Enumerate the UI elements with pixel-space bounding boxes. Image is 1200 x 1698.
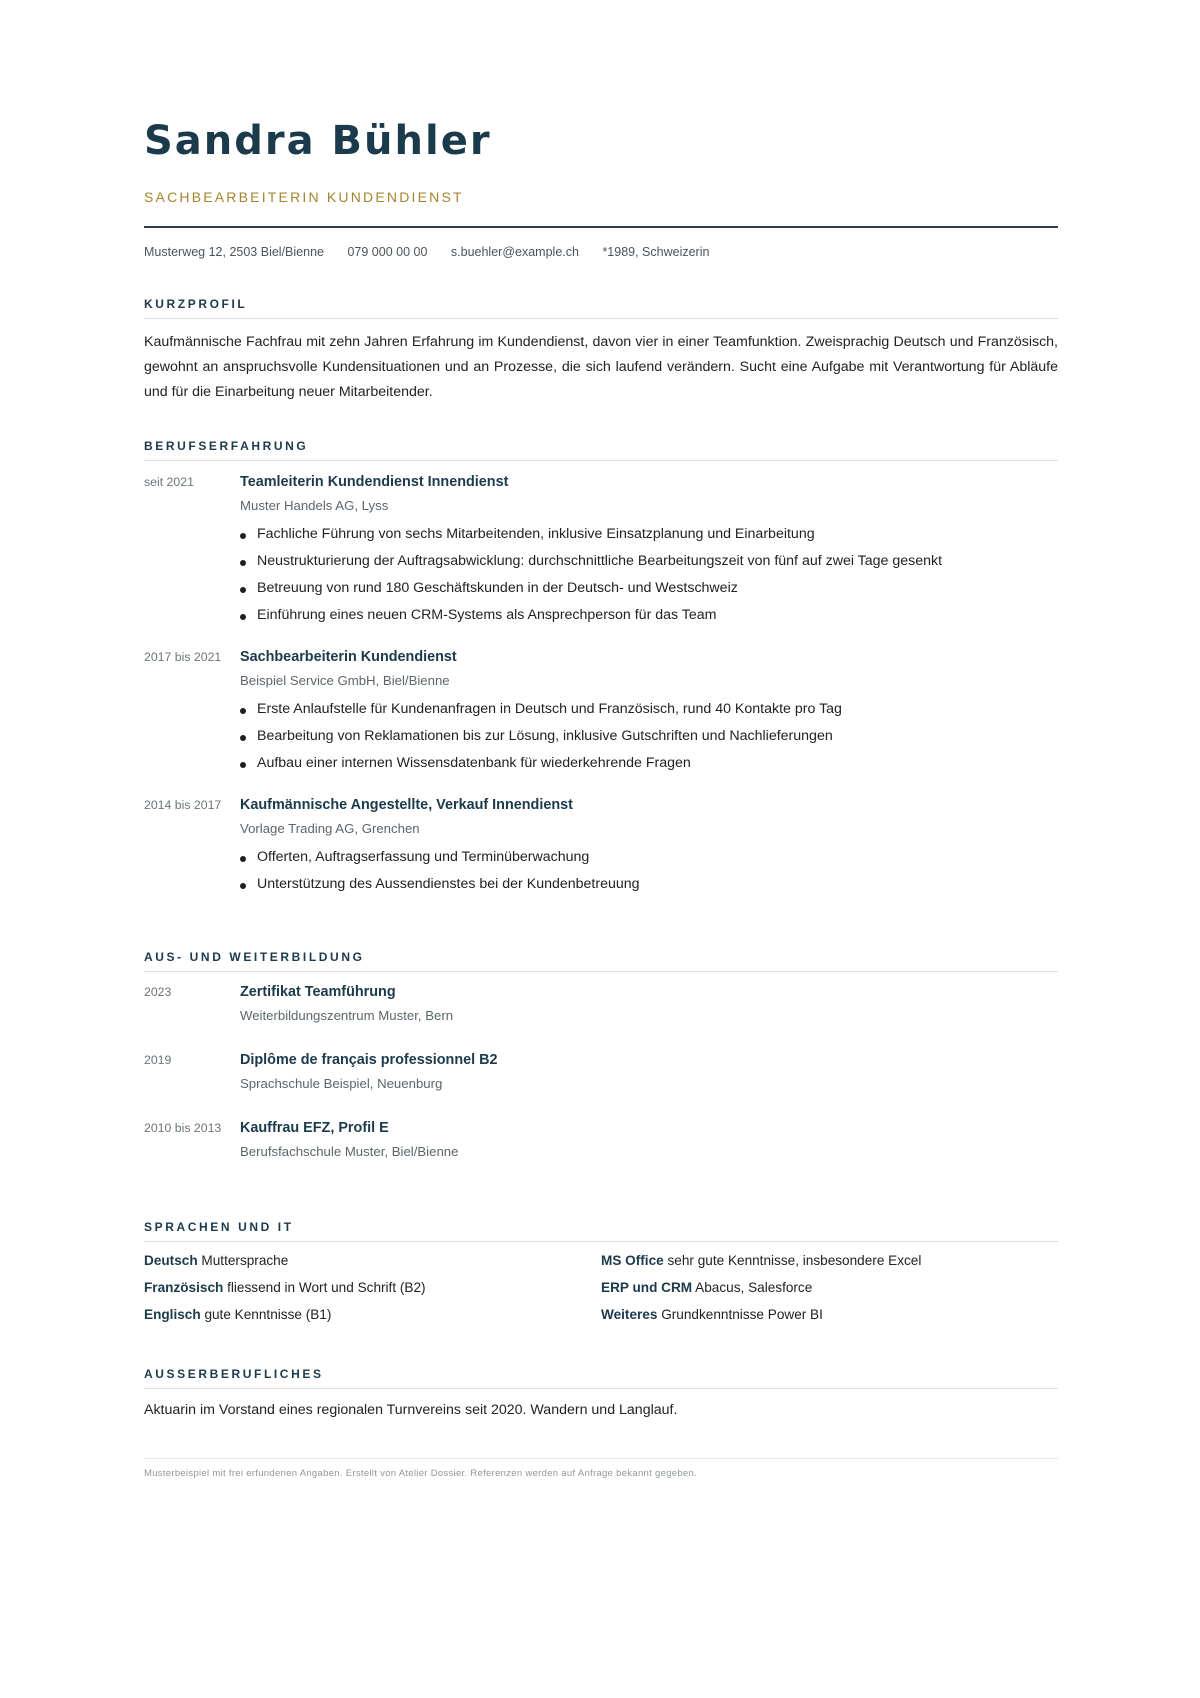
entry-organization: Beispiel Service GmbH, Biel/Bienne: [240, 673, 450, 688]
language-item: [144, 1307, 331, 1322]
skill-value: fliessend in Wort und Schrift (B2): [227, 1280, 426, 1295]
section-title-education: AUS- UND WEITERBILDUNG: [144, 950, 365, 964]
bullet-item: Erste Anlaufstelle für Kundenanfragen in Deutsch und Französisch, rund 40 Kontakte pro Tag: [240, 701, 842, 728]
it-skill-item: [601, 1253, 921, 1268]
entry-date: 2017 bis 2021: [144, 650, 222, 664]
section-title-profile: KURZPROFIL: [144, 297, 248, 311]
section-divider: [144, 460, 1058, 461]
bullet-item: Neustrukturierung der Auftragsabwicklung: durchschnittliche Bearbeitungszeit von fünf auf zwei Tage gesenkt: [240, 553, 942, 580]
skill-value: Muttersprache: [201, 1253, 289, 1268]
profile-text: Kaufmännische Fachfrau mit zehn Jahren Erfahrung im Kundendienst, davon vier in einer Teamfunktion. Zweisprachig Deutsch und Französisch, gewohnt an anspruchsvolle Kundensituationen und an Prozesse, die sich laufend verändern. Sucht eine Aufgabe mit Verantwortung für Abläufe und für die Einarbeitung neuer Mitarbeitender.: [144, 334, 1058, 400]
entry-organization: Muster Handels AG, Lyss: [240, 498, 389, 513]
entry-title: Teamleiterin Kundendienst Innendienst: [240, 474, 509, 490]
entry-date: 2019: [144, 1053, 172, 1067]
skill-label: Englisch: [144, 1307, 201, 1322]
skill-label: Französisch: [144, 1280, 224, 1295]
entry-title: Kauffrau EFZ, Profil E: [240, 1120, 389, 1136]
entry-title: Diplôme de français professionnel B2: [240, 1052, 498, 1068]
footer-note: Musterbeispiel mit frei erfundenen Angaben. Erstellt von Atelier Dossier. Referenzen werden auf Anfrage bekannt gegeben.: [144, 1468, 698, 1479]
it-skill-item: [601, 1307, 823, 1322]
section-divider: [144, 1241, 1058, 1242]
entry-organization: Sprachschule Beispiel, Neuenburg: [240, 1076, 443, 1091]
entry-organization: Weiterbildungszentrum Muster, Bern: [240, 1008, 454, 1023]
section-divider: [144, 318, 1058, 319]
entry-date: seit 2021: [144, 475, 194, 489]
contact-phone: 079 000 00 00: [347, 245, 428, 259]
entry-bullets: [240, 849, 640, 903]
header-divider: [144, 226, 1058, 228]
entry-date: 2014 bis 2017: [144, 798, 222, 812]
section-divider: [144, 971, 1058, 972]
section-divider: [144, 1388, 1058, 1389]
language-item: [144, 1253, 288, 1268]
entry-bullets: [240, 701, 842, 782]
entry-title: Zertifikat Teamführung: [240, 984, 396, 1000]
entry-title: Kaufmännische Angestellte, Verkauf Innendienst: [240, 797, 573, 813]
skill-value: sehr gute Kenntnisse, insbesondere Excel: [667, 1253, 922, 1268]
skill-label: MS Office: [601, 1253, 664, 1268]
bullet-item: Offerten, Auftragserfassung und Terminüberwachung: [240, 849, 640, 876]
section-title-experience: BERUFSERFAHRUNG: [144, 439, 309, 453]
extra-text: Aktuarin im Vorstand eines regionalen Turnvereins seit 2020. Wandern und Langlauf.: [144, 1402, 678, 1418]
skill-value: gute Kenntnisse (B1): [204, 1307, 332, 1322]
bullet-item: Aufbau einer internen Wissensdatenbank für wiederkehrende Fragen: [240, 755, 842, 782]
skill-label: Weiteres: [601, 1307, 658, 1322]
contact-address: Musterweg 12, 2503 Biel/Bienne: [144, 245, 324, 259]
contact-birth: *1989, Schweizerin: [602, 245, 710, 259]
language-item: [144, 1280, 426, 1295]
footer-divider: [144, 1458, 1058, 1459]
entry-organization: Vorlage Trading AG, Grenchen: [240, 821, 420, 836]
entry-organization: Berufsfachschule Muster, Biel/Bienne: [240, 1144, 459, 1159]
entry-date: 2023: [144, 985, 172, 999]
bullet-item: Bearbeitung von Reklamationen bis zur Lösung, inklusive Gutschriften und Nachlieferungen: [240, 728, 842, 755]
section-title-skills: SPRACHEN UND IT: [144, 1220, 294, 1234]
contact-line: [144, 245, 729, 259]
entry-title: Sachbearbeiterin Kundendienst: [240, 649, 457, 665]
bullet-item: Einführung eines neuen CRM-Systems als Ansprechperson für das Team: [240, 607, 942, 634]
applicant-role: SACHBEARBEITERIN KUNDENDIENST: [144, 189, 464, 205]
bullet-item: Unterstützung des Aussendienstes bei der Kundenbetreuung: [240, 876, 640, 903]
entry-bullets: [240, 526, 942, 634]
contact-email[interactable]: s.buehler@example.ch: [450, 245, 579, 259]
entry-date: 2010 bis 2013: [144, 1121, 222, 1135]
skill-value: Grundkenntnisse Power BI: [661, 1307, 823, 1322]
it-skill-item: [601, 1280, 812, 1295]
bullet-item: Fachliche Führung von sechs Mitarbeitenden, inklusive Einsatzplanung und Einarbeitung: [240, 526, 942, 553]
skill-label: Deutsch: [144, 1253, 198, 1268]
skill-value: Abacus, Salesforce: [695, 1280, 813, 1295]
applicant-name: Sandra Bühler: [144, 118, 492, 164]
bullet-item: Betreuung von rund 180 Geschäftskunden in der Deutsch- und Westschweiz: [240, 580, 942, 607]
skill-label: ERP und CRM: [601, 1280, 693, 1295]
section-title-extra: AUSSERBERUFLICHES: [144, 1367, 324, 1381]
